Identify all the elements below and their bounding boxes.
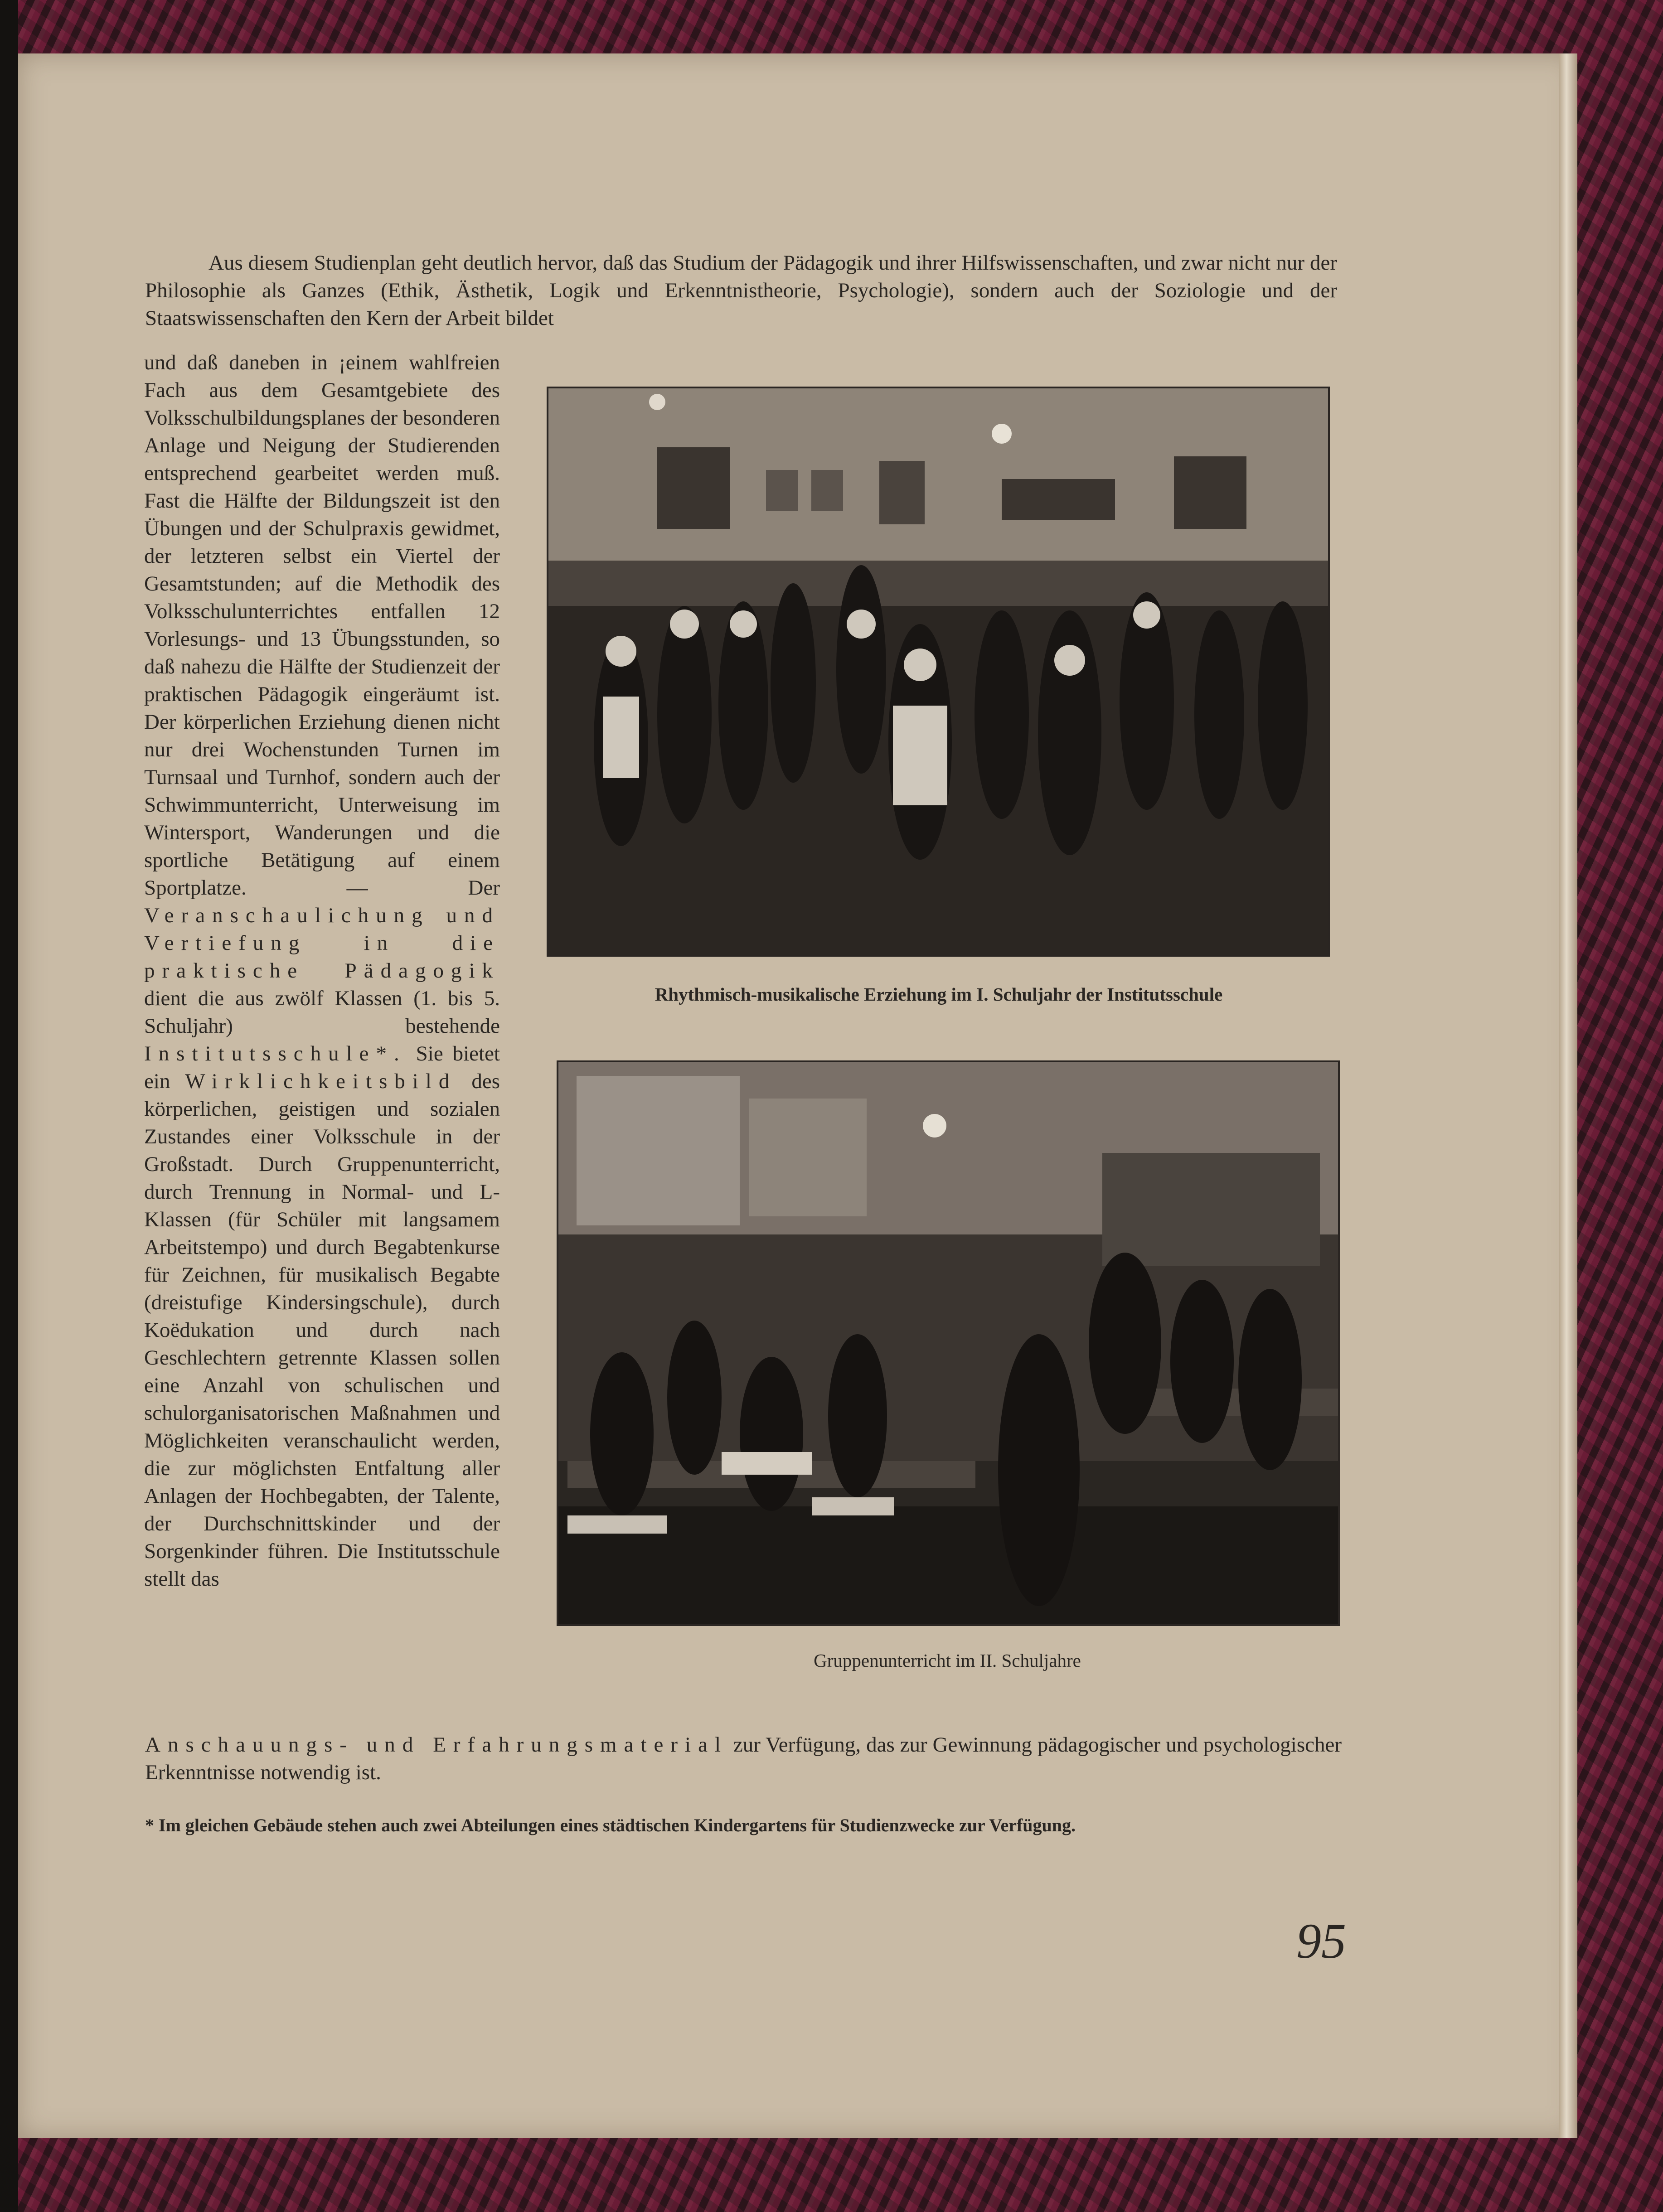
column-text-part3: Sie bietet ein — [144, 1042, 500, 1093]
left-column-text — [144, 349, 500, 1593]
photo-group-instruction — [557, 1060, 1340, 1626]
column-spaced-phrase3: Wirklichkeitsbild — [185, 1070, 457, 1093]
figure-caption-1: Rhythmisch-musikalische Erziehung im I. Schuljahr der Institutsschule — [655, 984, 1223, 1005]
column-text-part4: des körperlichen, geistigen und sozialen Zustandes einer Volksschule in der Großstadt. Durch Gruppenunterricht, durch Trennung in Normal- und L-Klassen (für Schüler mit langsamem Arbeitstempo) und durch Begabtenkurse für Zeichnen, für musikalisch Begabte (dreistufige Kindersingschule), durch Koëdukation und durch nach Geschlechtern getrennte Klassen sollen eine Anzahl von schulischen und schulorganisatorischen Maßnahmen und Möglichkeiten veranschaulicht werden, die zur möglichsten Entfaltung aller Anlagen der Hochbegabten, der Talente, der Durchschnittskinder und der Sorgenkinder führen. Die Institutsschule stellt das — [144, 1070, 500, 1591]
intro-text: Aus diesem Studienplan geht deutlich hervor, daß das Studium der Pädagogik und ihrer Hilfswissenschaften, und zwar nicht nur der Philosophie als Ganzes (Ethik, Ästhetik, Logik und Erkenntnistheorie, Psychologie), sondern auch der Soziologie und der Staatswissenschaften den Kern der Arbeit bildet — [145, 251, 1337, 330]
page-number: 95 — [1296, 1913, 1346, 1969]
tail-spaced-phrase: Anschauungs- und Erfahrungsmaterial — [145, 1733, 728, 1757]
figure-caption-2: Gruppenunterricht im II. Schuljahre — [814, 1650, 1081, 1671]
column-spaced-phrase2: Institutsschule*. — [144, 1042, 407, 1065]
column-text-part1: und daß daneben in ¡einem wahlfreien Fach aus dem Gesamtgebiete des Volksschulbildungsplanes der besonderen Anlage und Neigung der Studierenden entsprechend gearbeitet werden muß. Fast die Hälfte der Bildungszeit ist den Übungen und der Schulpraxis gewidmet, der letzteren selbst ein Viertel der Gesamtstunden; auf die Methodik des Volksschulunterrichtes entfallen 12 Vorlesungs- und 13 Übungsstunden, so daß nahezu die Hälfte der Studienzeit der praktischen Pädagogik eingeräumt ist. Der körperlichen Erziehung dienen nicht nur drei Wochenstunden Turnen im Turnsaal und Turnhof, sondern auch der Schwimmunterricht, Unterweisung im Wintersport, Wanderungen und die sportliche Betätigung auf einem Sportplatze. — Der — [144, 351, 500, 900]
tail-text: zur Verfügung, das zur Gewinnung pädagogischer und psychologischer Erkenntnisse notwendig ist. — [145, 1733, 1342, 1784]
closing-paragraph — [145, 1731, 1342, 1786]
column-text-part2: dient die aus zwölf Klassen (1. bis 5. Schuljahr) bestehende — [144, 987, 500, 1038]
intro-paragraph — [145, 249, 1337, 332]
column-spaced-phrase1: Veranschaulichung und Vertiefung in die praktische Pädagogik — [144, 904, 500, 983]
photo-rhythmic-education — [547, 387, 1330, 957]
page-edge — [1559, 53, 1577, 2138]
book-spine-shadow — [0, 0, 18, 2212]
footnote: * Im gleichen Gebäude stehen auch zwei Abteilungen eines städtischen Kindergartens für Studienzwecke zur Verfügung. — [145, 1815, 1076, 1835]
